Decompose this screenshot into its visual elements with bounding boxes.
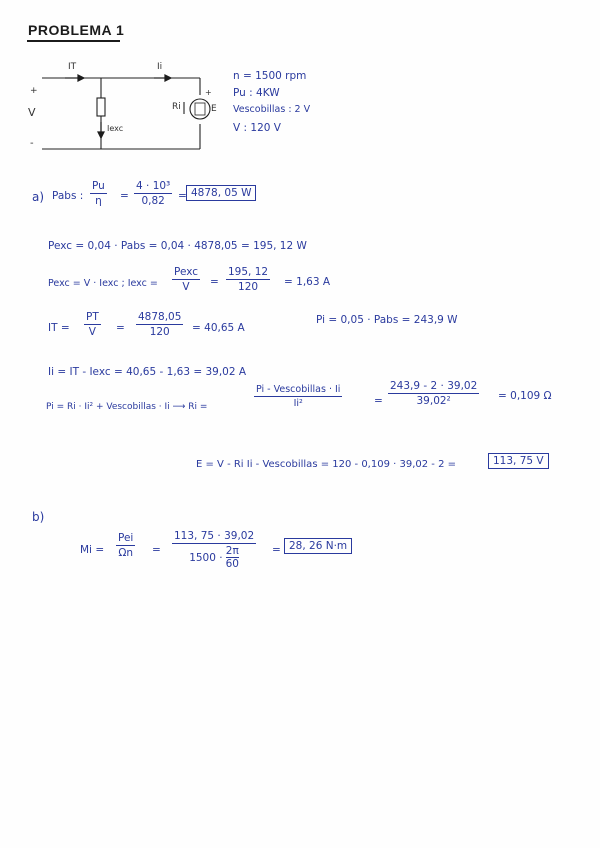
m-num-1: Pei — [118, 532, 134, 544]
pexc2-lhs: Pexc = V · Iexc ; Iexc = — [48, 278, 158, 289]
label-e: E — [211, 104, 217, 114]
label-it: IT — [68, 62, 77, 72]
pi2-den-1: Ii² — [293, 398, 303, 409]
label-v: V — [28, 106, 36, 119]
m-den-1: Ωn — [118, 547, 134, 559]
part-b-label: b) — [32, 510, 45, 524]
pexc2-eq-1: = — [210, 276, 219, 288]
e-result: 113, 75 V — [488, 453, 549, 469]
pexc2-fraction-2 — [226, 266, 270, 293]
m-den-2-a: 1500 · — [189, 551, 223, 564]
label-minus: - — [30, 138, 34, 149]
pabs-fraction-2 — [134, 180, 172, 207]
it-fraction-1 — [84, 311, 101, 338]
pexc2-den-1: V — [182, 281, 190, 293]
m-fraction-2 — [172, 530, 256, 570]
label-ii: Ii — [157, 62, 163, 72]
m-lhs: Mi = — [80, 544, 105, 556]
pabs-lhs: Pabs : — [52, 190, 84, 202]
m-num-2: 113, 75 · 39,02 — [174, 530, 255, 542]
pi2-lhs: Pi = Ri · Ii² + Vescobillas · Ii ⟶ Ri = — [46, 402, 208, 412]
m-eq-1: = — [152, 544, 161, 556]
it-lhs: IT = — [48, 322, 70, 334]
it-eq-1: = — [116, 322, 125, 334]
m-eq-2: = — [272, 544, 281, 556]
m-fraction-1 — [116, 532, 135, 559]
part-a-label: a) — [32, 190, 45, 204]
given-brush-drop: Vescobillas : 2 V — [233, 104, 311, 115]
pabs-den-2: 0,82 — [141, 195, 165, 207]
page-title: PROBLEMA 1 — [28, 22, 125, 38]
it-den-2: 120 — [149, 326, 170, 338]
pi2-fraction-2 — [388, 380, 479, 407]
pexc-line: Pexc = 0,04 · Pabs = 0,04 · 4878,05 = 195, 12 W — [48, 240, 307, 252]
label-ri: Ri — [172, 102, 181, 112]
it-fraction-2 — [136, 311, 183, 338]
m-den-2 — [187, 544, 241, 570]
e-line: E = V - Ri Ii - Vescobillas = 120 - 0,109 · 39,02 - 2 = — [196, 459, 456, 470]
pexc2-den-2: 120 — [238, 281, 259, 293]
pi2-num-2: 243,9 - 2 · 39,02 — [390, 380, 478, 392]
label-iexc: Iexc — [107, 124, 124, 133]
m-den-2-frac-num: 2π — [225, 545, 239, 557]
it-num-2: 4878,05 — [138, 311, 182, 323]
given-voltage: V : 120 V — [233, 122, 281, 134]
pexc2-fraction-1 — [172, 266, 200, 293]
pabs-eq-2: = — [178, 190, 187, 202]
pi2-num-1: Pi - Vescobillas · Ii — [256, 384, 341, 395]
pabs-fraction-1 — [90, 180, 107, 207]
ri-result: = 0,109 Ω — [498, 390, 552, 402]
given-speed: n = 1500 rpm — [233, 70, 307, 82]
given-power: Pu : 4KW — [233, 87, 280, 99]
it-num-1: PT — [86, 311, 99, 323]
pexc2-result: = 1,63 A — [284, 276, 331, 288]
pabs-den-1: η — [95, 195, 102, 207]
ii-line: Ii = IT - Iexc = 40,65 - 1,63 = 39,02 A — [48, 366, 247, 378]
label-motor-plus: + — [205, 88, 212, 97]
torque-result: 28, 26 N·m — [284, 538, 352, 554]
m-den-2-frac-den: 60 — [225, 558, 239, 570]
pi-line: Pi = 0,05 · Pabs = 243,9 W — [316, 314, 458, 326]
pabs-num-2: 4 · 10³ — [136, 180, 171, 192]
pi2-den-2: 39,02² — [416, 395, 451, 407]
pexc2-num-2: 195, 12 — [228, 266, 269, 278]
pabs-eq-1: = — [120, 190, 129, 202]
it-den-1: V — [88, 326, 96, 338]
pi2-fraction-1 — [254, 384, 342, 409]
it-result: = 40,65 A — [192, 322, 245, 334]
m-den-2-fraction — [226, 545, 239, 570]
pabs-num-1: Pu — [92, 180, 105, 192]
pi2-eq-1: = — [374, 395, 383, 407]
pexc2-num-1: Pexc — [174, 266, 199, 278]
label-plus: + — [30, 86, 38, 96]
pabs-result: 4878, 05 W — [186, 185, 256, 201]
